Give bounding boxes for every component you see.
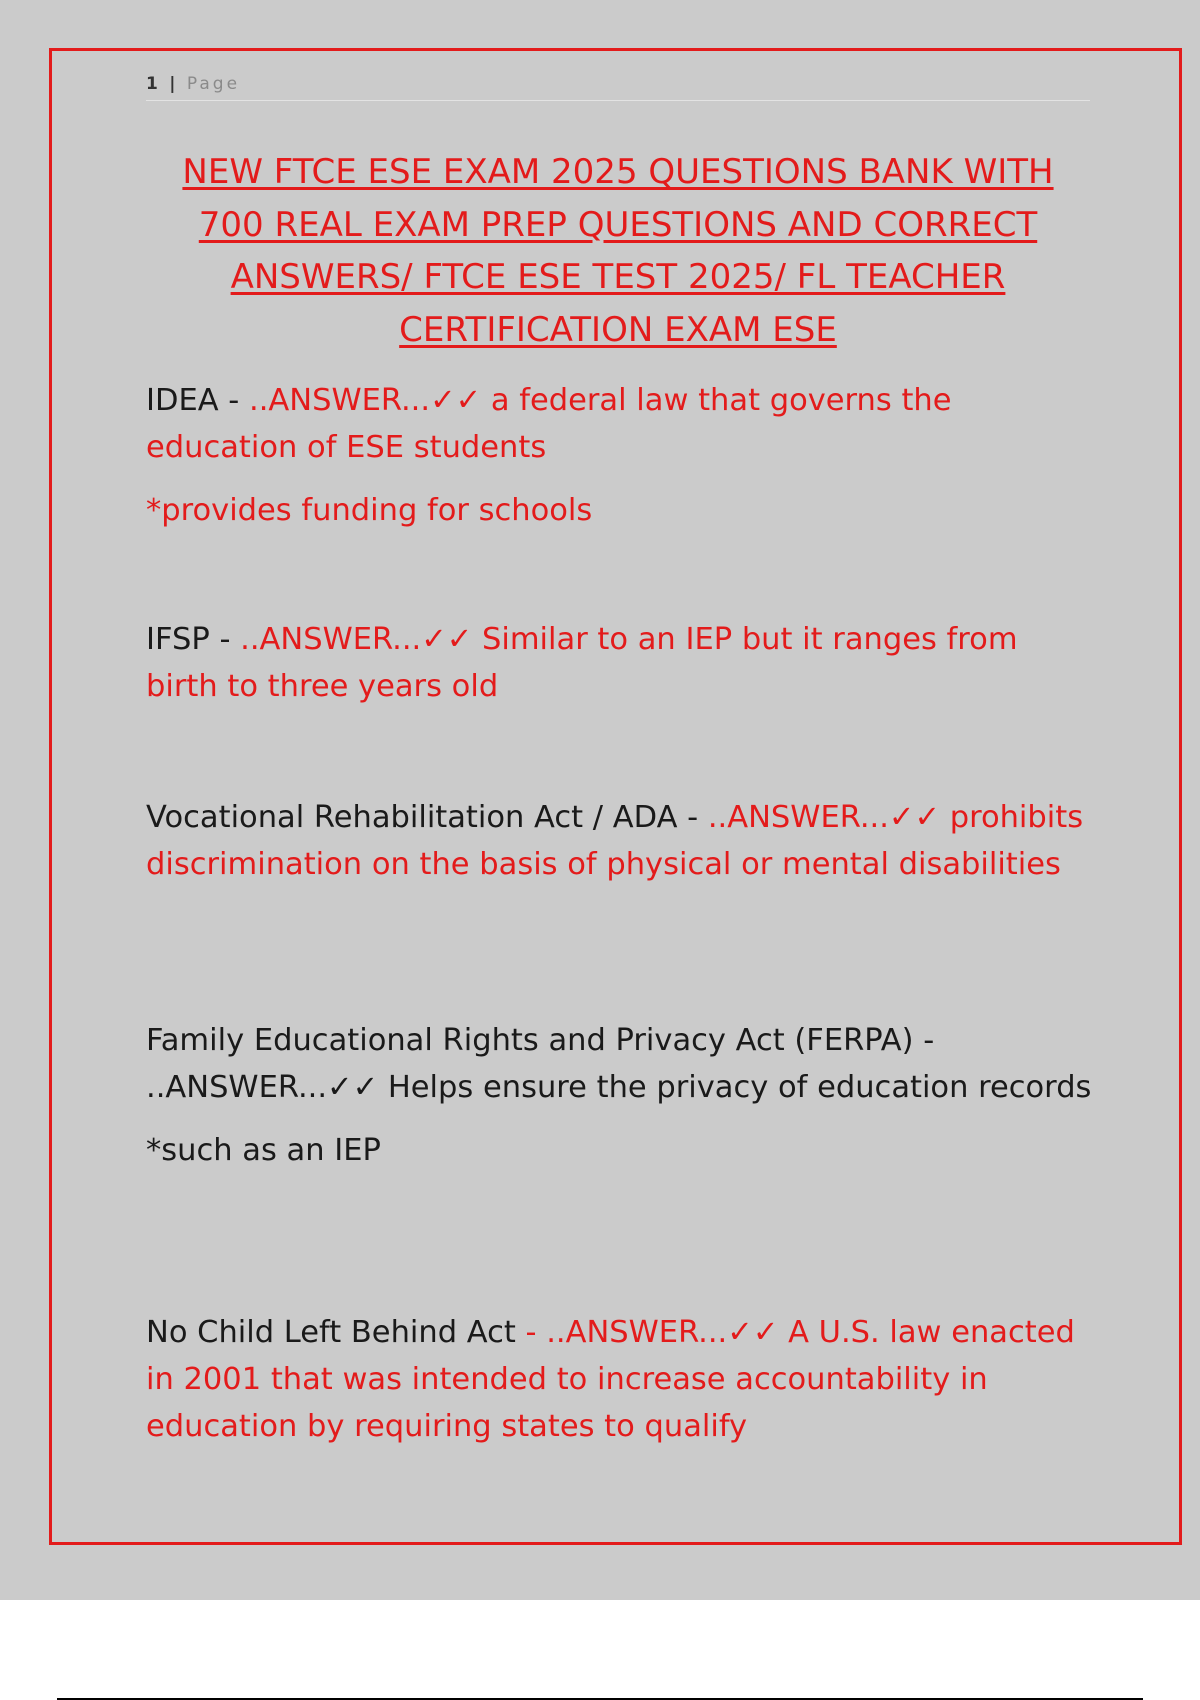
entry-text <box>146 1017 1096 1111</box>
entry-idea <box>146 377 1096 534</box>
entry-ifsp <box>146 616 1096 710</box>
entry-text <box>146 616 1096 710</box>
header-separator: | <box>169 74 179 94</box>
document-title: NEW FTCE ESE EXAM 2025 QUESTIONS BANK WITH 700 REAL EXAM PREP QUESTIONS AND CORRECT ANSWERS/ FTCE ESE TEST 2025/ FL TEACHER CERTIFICATION EXAM ESE <box>182 152 1054 350</box>
entry-text <box>146 794 1096 888</box>
entry-term: No Child Left Behind Act <box>146 1315 516 1350</box>
entry-term: Vocational Rehabilitation Act / ADA - <box>146 800 708 835</box>
entry-answer: ..ANSWER...✓✓ a federal law that governs the education of ESE students <box>146 383 952 465</box>
entry-note: *such as an IEP <box>146 1133 381 1168</box>
entry-note: *provides funding for schools <box>146 493 593 528</box>
entry-term: IFSP - <box>146 622 241 657</box>
entry-answer: - ..ANSWER...✓✓ A U.S. law enacted in 2001 that was intended to increase accountability in education by requiring states to qualify <box>146 1315 1075 1444</box>
page-header <box>146 74 1090 101</box>
entry-ferpa <box>146 1017 1096 1174</box>
entry-text <box>146 377 1096 471</box>
entry-term: Family Educational Rights and Privacy Act (FERPA) - <box>146 1023 935 1058</box>
entry-nclb <box>146 1309 1096 1450</box>
entry-term: IDEA - <box>146 383 250 418</box>
page-label: Page <box>186 74 241 94</box>
entry-text <box>146 1309 1096 1450</box>
entry-vocational-rehabilitation-act <box>146 794 1096 888</box>
entry-answer: ..ANSWER...✓✓ prohibits discrimination on the basis of physical or mental disabilities <box>146 800 1084 882</box>
entry-answer: ..ANSWER...✓✓ Similar to an IEP but it ranges from birth to three years old <box>146 622 1018 704</box>
entry-answer: ..ANSWER...✓✓ Helps ensure the privacy of education records <box>146 1070 1092 1105</box>
page-number: 1 <box>146 74 161 94</box>
